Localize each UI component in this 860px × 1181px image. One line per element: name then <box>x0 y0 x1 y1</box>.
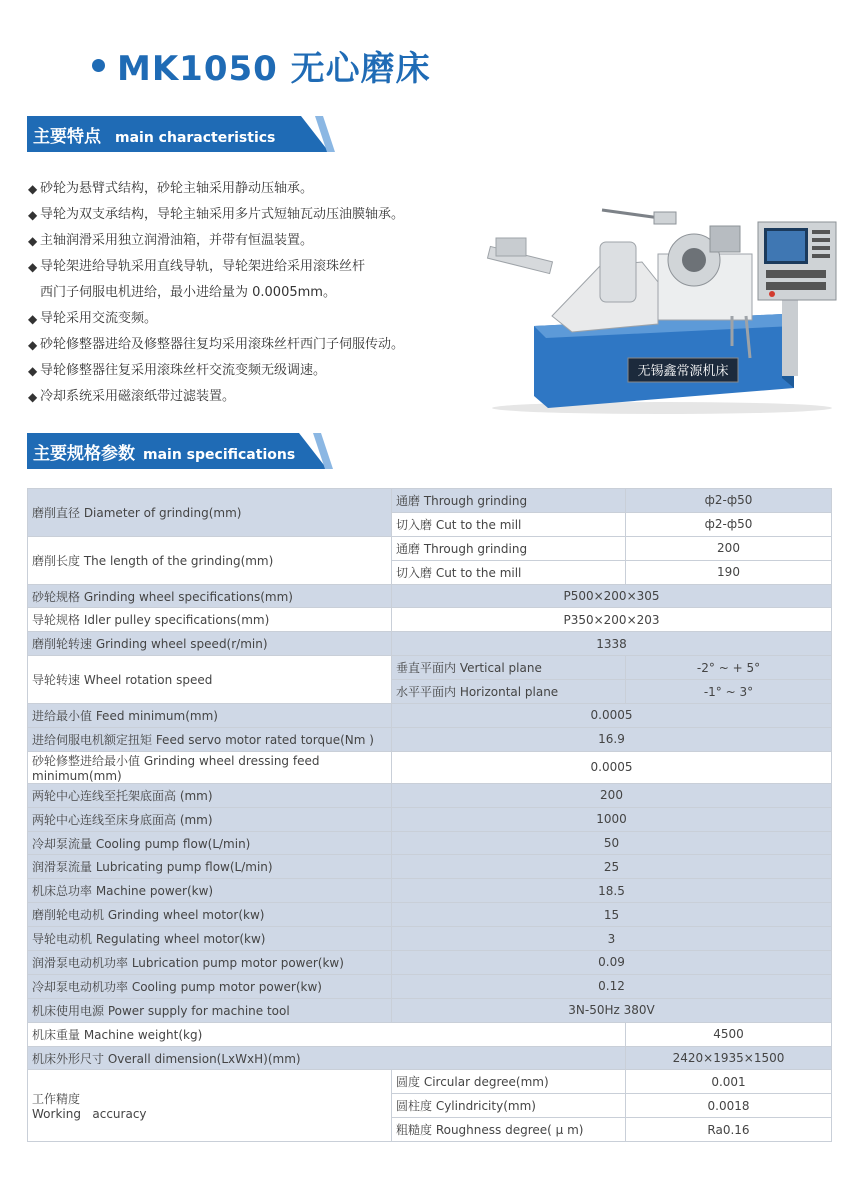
table-row: 磨削轮电动机 Grinding wheel motor(kw) 15 <box>28 903 832 927</box>
feature-item: ◆ 导轮为双支承结构，导轮主轴采用多片式短轴瓦动压油膜轴承。 <box>28 202 488 228</box>
feature-item: ◆ 导轮采用交流变频。 <box>28 306 488 332</box>
table-row: 磨削直径 Diameter of grinding(mm) 通磨 Through grinding ф2-ф50 <box>28 489 832 513</box>
specifications-table <box>27 488 832 1142</box>
bullet-dot-icon <box>92 59 105 72</box>
table-row: 润滑泵流量 Lubricating pump flow(L/min) 25 <box>28 855 832 879</box>
feature-item: ◆ 导轮架进给导轨采用直线导轨，导轮架进给采用滚珠丝杆 西门子伺服电机进给，最小进给量为 0.0005mm。 <box>28 254 488 306</box>
diamond-bullet-icon: ◆ <box>28 234 38 248</box>
feature-item: ◆ 主轴润滑采用独立润滑油箱，并带有恒温装置。 <box>28 228 488 254</box>
table-row: 冷却泵流量 Cooling pump flow(L/min) 50 <box>28 831 832 855</box>
section-header-characteristics <box>27 116 329 152</box>
section-header-specifications <box>27 433 327 469</box>
table-row: 砂轮规格 Grinding wheel specifications(mm) P500×200×305 <box>28 584 832 608</box>
diamond-bullet-icon: ◆ <box>28 338 38 352</box>
svg-text:无锡鑫常源机床: 无锡鑫常源机床 <box>637 364 729 379</box>
table-row: 机床使用电源 Power supply for machine tool 3N-50Hz 380V <box>28 998 832 1022</box>
table-row: 机床重量 Machine weight(kg) 4500 <box>28 1022 832 1046</box>
accuracy-label: 工作精度 Working accuracy <box>28 1070 392 1142</box>
table-row: 润滑泵电动机功率 Lubrication pump motor power(kw) 0.09 <box>28 951 832 975</box>
table-row: 导轮转速 Wheel rotation speed 垂直平面内 Vertical plane -2° ~ + 5° <box>28 656 832 680</box>
diamond-bullet-icon: ◆ <box>28 208 38 222</box>
table-row: 两轮中心连线至托架底面高 (mm) 200 <box>28 783 832 807</box>
table-row: 导轮规格 Idler pulley specifications(mm) P350×200×203 <box>28 608 832 632</box>
table-row: 切入磨 Cut to the mill 190 <box>28 560 832 584</box>
machine-image <box>482 196 842 414</box>
title-text: MK1050 无心磨床 <box>117 48 431 89</box>
table-row: 工作精度 Working accuracy 圆度 Circular degree(mm) 0.001 <box>28 1070 832 1094</box>
table-row: 两轮中心连线至床身底面高 (mm) 1000 <box>28 807 832 831</box>
feature-item: ◆ 砂轮修整器进给及修整器往复均采用滚珠丝杆西门子伺服传动。 <box>28 332 488 358</box>
section-title-en: main characteristics <box>115 129 276 146</box>
table-row: 圆柱度 Cylindricity(mm) 0.0018 <box>28 1094 832 1118</box>
features-list <box>28 176 488 410</box>
table-row: 磨削轮转速 Grinding wheel speed(r/min) 1338 <box>28 632 832 656</box>
table-row: 粗糙度 Roughness degree( μ m) Ra0.16 <box>28 1118 832 1142</box>
table-row: 水平平面内 Horizontal plane -1° ~ 3° <box>28 680 832 704</box>
table-row: 机床外形尺寸 Overall dimension(LxWxH)(mm) 2420×1935×1500 <box>28 1046 832 1070</box>
table-row: 导轮电动机 Regulating wheel motor(kw) 3 <box>28 927 832 951</box>
section-title-zh: 主要规格参数 <box>33 443 135 464</box>
diamond-bullet-icon: ◆ <box>28 390 38 404</box>
diamond-bullet-icon: ◆ <box>28 182 38 196</box>
table-row: 冷却泵电动机功率 Cooling pump motor power(kw) 0.12 <box>28 974 832 998</box>
table-row: 进给伺服电机额定扭矩 Feed servo motor rated torque(Nm ) 16.9 <box>28 727 832 751</box>
feature-item: ◆ 冷却系统采用磁滚纸带过滤装置。 <box>28 384 488 410</box>
feature-item: ◆ 砂轮为悬臂式结构，砂轮主轴采用静动压轴承。 <box>28 176 488 202</box>
section-title-zh: 主要特点 <box>33 126 101 147</box>
page-title <box>92 40 431 90</box>
diamond-bullet-icon: ◆ <box>28 312 38 326</box>
table-row: 进给最小值 Feed minimum(mm) 0.0005 <box>28 704 832 728</box>
table-row: 砂轮修整进给最小值 Grinding wheel dressing feed minimum(mm) 0.0005 <box>28 751 832 783</box>
feature-item: ◆ 导轮修整器往复采用滚珠丝杆交流变频无级调速。 <box>28 358 488 384</box>
table-row: 磨削长度 The length of the grinding(mm) 通磨 Through grinding 200 <box>28 536 832 560</box>
diamond-bullet-icon: ◆ <box>28 260 38 274</box>
diamond-bullet-icon: ◆ <box>28 364 38 378</box>
table-row: 切入磨 Cut to the mill ф2-ф50 <box>28 512 832 536</box>
section-title-en: main specifications <box>143 446 296 463</box>
table-row: 机床总功率 Machine power(kw) 18.5 <box>28 879 832 903</box>
